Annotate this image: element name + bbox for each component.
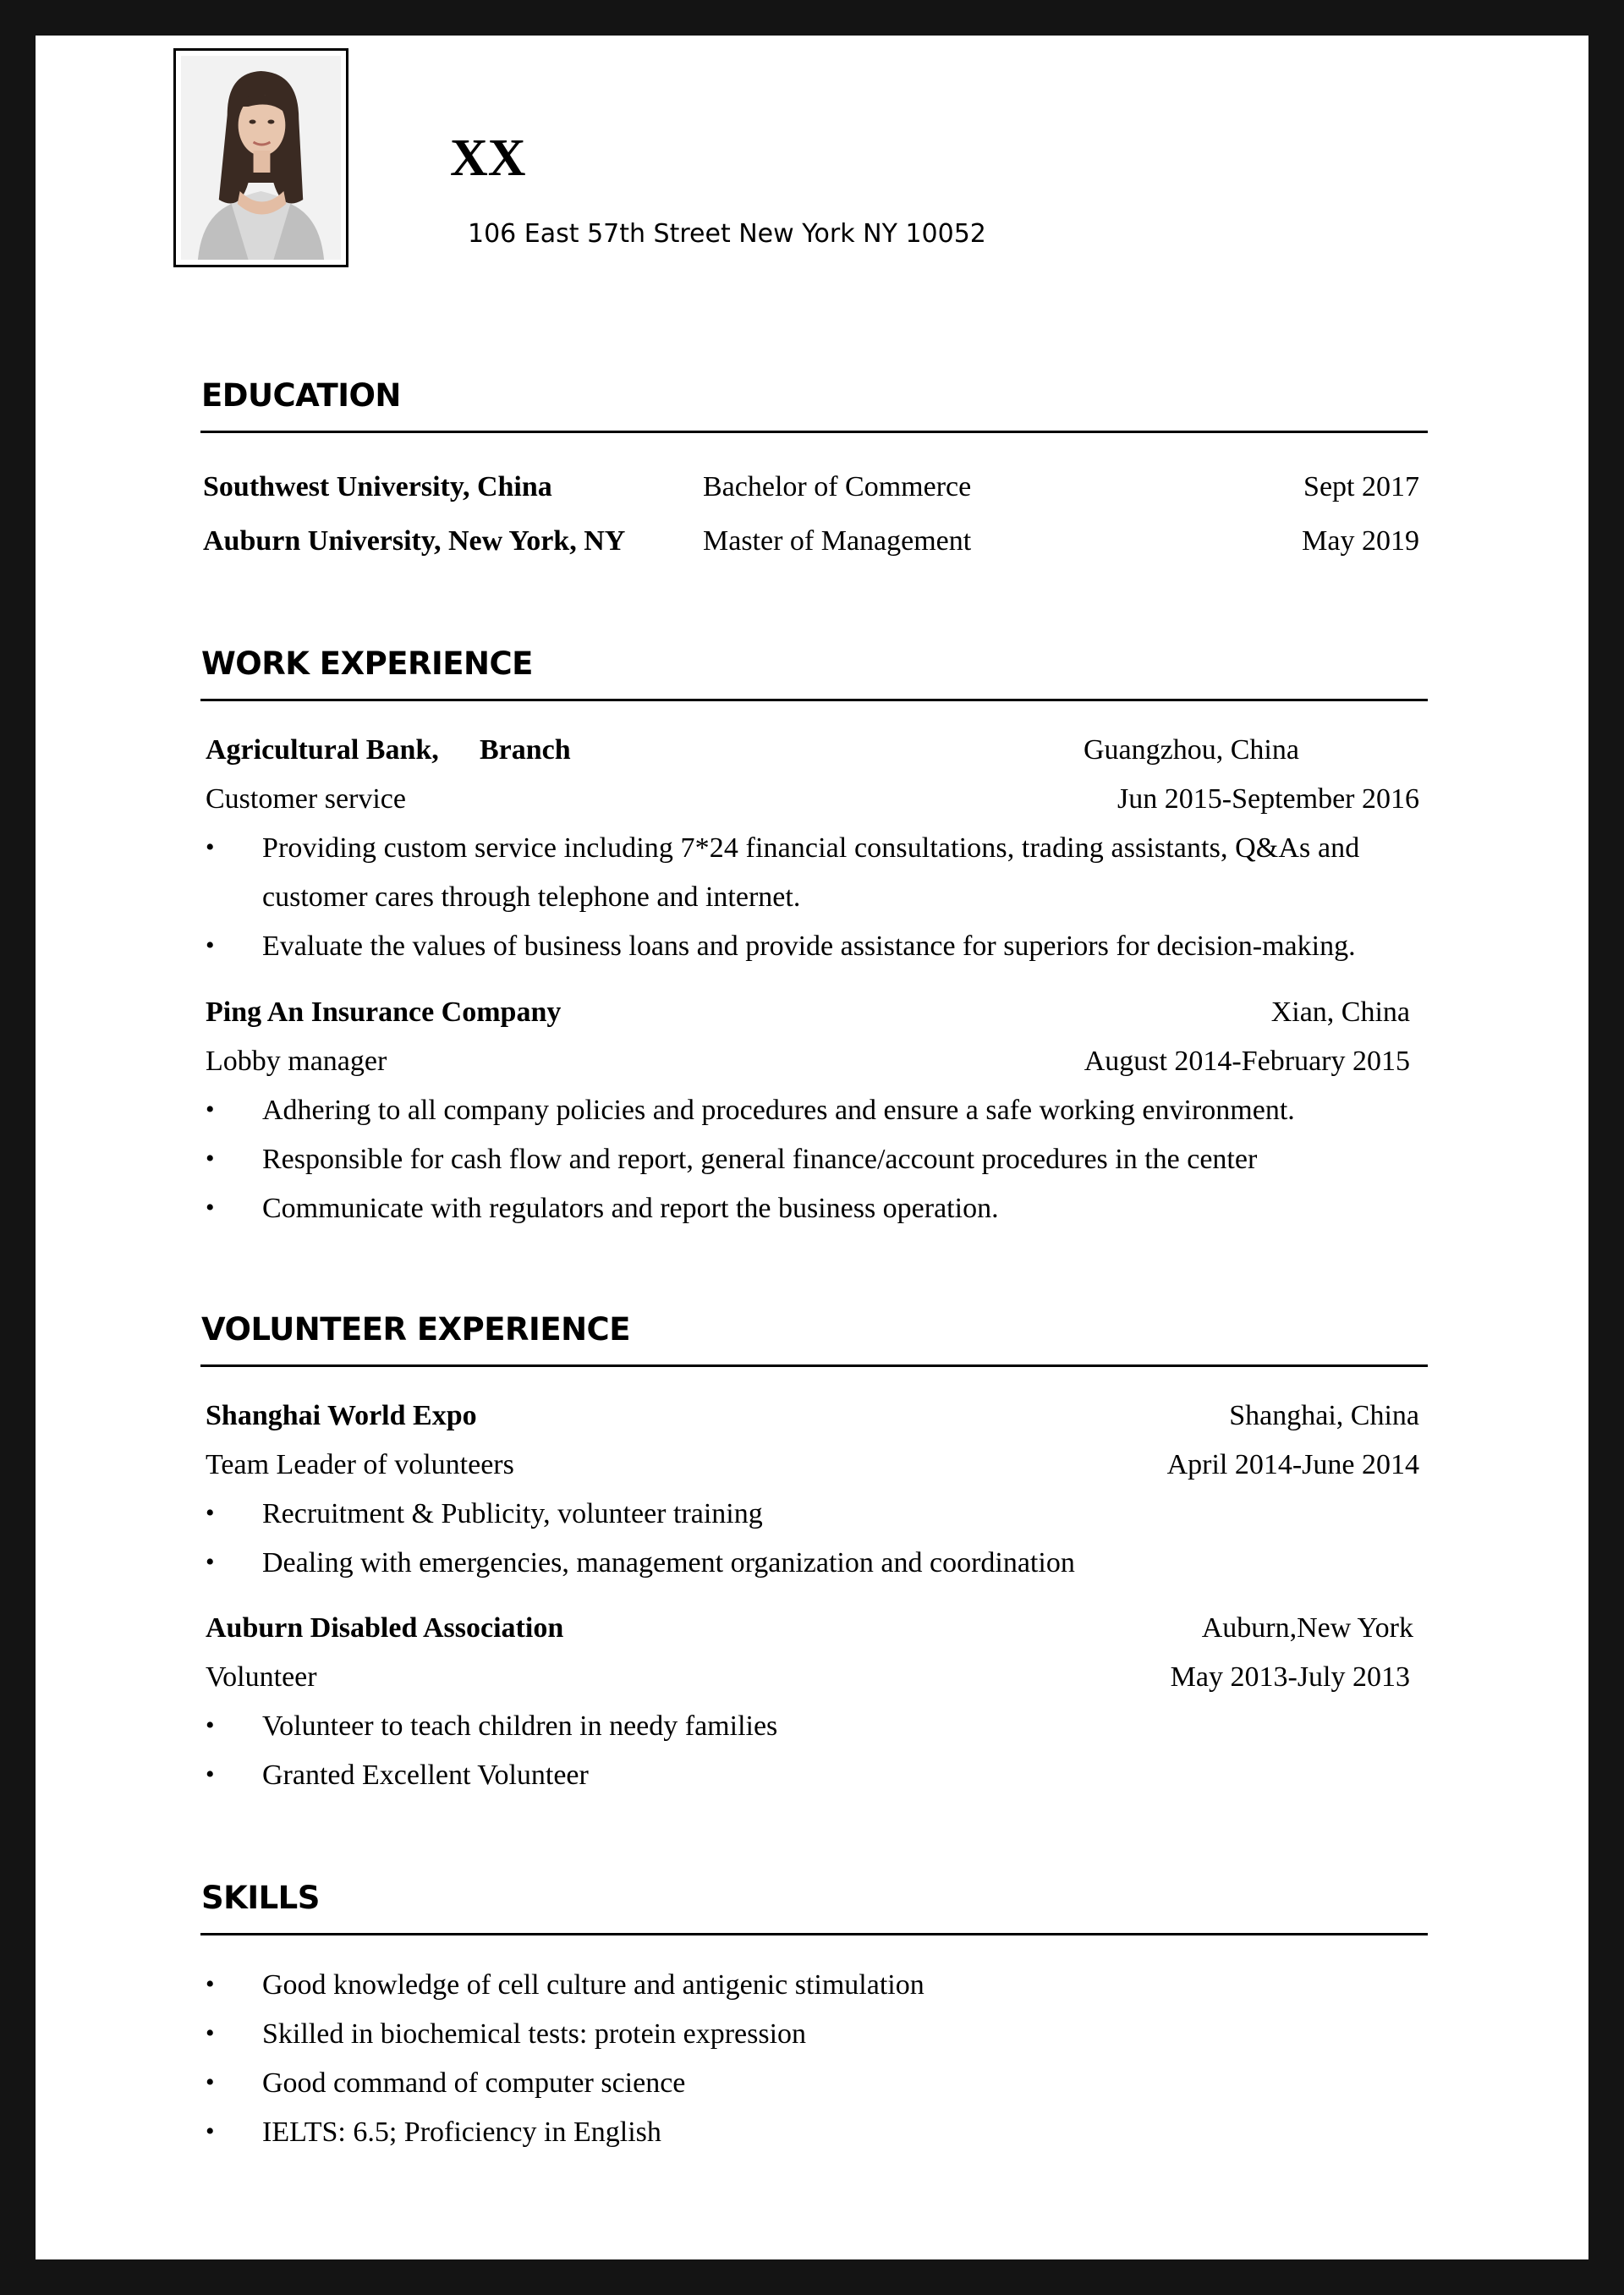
volunteer-org: Auburn Disabled Association (206, 1612, 564, 1644)
volunteer-bullet: Granted Excellent Volunteer (262, 1760, 589, 1791)
volunteer-location: Shanghai, China (1229, 1400, 1419, 1431)
work-bullet: Providing custom service including 7*24 financial consultations, trading assistants, Q&As and (262, 832, 1360, 864)
section-divider (200, 1933, 1428, 1935)
section-divider (200, 431, 1428, 433)
section-heading-education: EDUCATION (201, 377, 401, 414)
volunteer-bullet: Dealing with emergencies, management organization and coordination (262, 1547, 1075, 1578)
work-bullet-continued: customer cares through telephone and internet. (262, 881, 801, 913)
bullet-icon: • (206, 2019, 215, 2047)
work-bullet: Adhering to all company policies and procedures and ensure a safe working environment. (262, 1095, 1295, 1126)
address: 106 East 57th Street New York NY 10052 (468, 219, 986, 249)
bullet-icon: • (206, 1095, 215, 1123)
section-heading-work: WORK EXPERIENCE (201, 645, 533, 682)
work-bullet: Evaluate the values of business loans and provide assistance for superiors for decision-making. (262, 931, 1356, 962)
volunteer-dates: April 2014-June 2014 (1166, 1449, 1419, 1480)
bullet-icon: • (206, 1760, 215, 1788)
work-role: Customer service (206, 783, 406, 815)
volunteer-org: Shanghai World Expo (206, 1400, 477, 1431)
skill-item: Skilled in biochemical tests: protein expression (262, 2018, 807, 2050)
volunteer-role: Volunteer (206, 1661, 317, 1693)
bullet-icon: • (206, 931, 215, 959)
bullet-icon: • (206, 2117, 215, 2145)
profile-photo (173, 48, 348, 267)
work-bullet: Responsible for cash flow and report, general finance/account procedures in the center (262, 1144, 1258, 1175)
education-date: May 2019 (1302, 525, 1419, 557)
work-dates: August 2014-February 2015 (1084, 1046, 1410, 1077)
bullet-icon: • (206, 1145, 215, 1172)
work-dates: Jun 2015-September 2016 (1117, 783, 1419, 815)
work-location: Guangzhou, China (1084, 734, 1299, 766)
section-heading-skills: SKILLS (201, 1880, 320, 1916)
work-org-branch: Branch (480, 734, 571, 766)
bullet-icon: • (206, 1499, 215, 1527)
education-degree: Master of Management (703, 525, 972, 557)
work-org: Agricultural Bank, (206, 734, 439, 766)
section-divider (200, 699, 1428, 701)
work-org: Ping An Insurance Company (206, 997, 562, 1028)
volunteer-role: Team Leader of volunteers (206, 1449, 514, 1480)
bullet-icon: • (206, 2068, 215, 2096)
bullet-icon: • (206, 1194, 215, 1222)
bullet-icon: • (206, 1548, 215, 1576)
skill-item: Good command of computer science (262, 2067, 686, 2099)
bullet-icon: • (206, 1970, 215, 1998)
section-divider (200, 1364, 1428, 1367)
education-school: Auburn University, New York, NY (203, 525, 626, 557)
education-date: Sept 2017 (1303, 471, 1419, 502)
work-bullet: Communicate with regulators and report the business operation. (262, 1193, 999, 1224)
work-location: Xian, China (1270, 997, 1410, 1028)
bullet-icon: • (206, 833, 215, 861)
bullet-icon: • (206, 1711, 215, 1739)
education-school: Southwest University, China (203, 471, 552, 502)
skill-item: Good knowledge of cell culture and antigenic stimulation (262, 1969, 924, 2001)
volunteer-bullet: Recruitment & Publicity, volunteer training (262, 1498, 763, 1529)
education-degree: Bachelor of Commerce (703, 471, 972, 502)
volunteer-dates: May 2013-July 2013 (1170, 1661, 1410, 1693)
section-heading-volunteer: VOLUNTEER EXPERIENCE (201, 1311, 630, 1348)
skill-item: IELTS: 6.5; Proficiency in English (262, 2117, 661, 2148)
volunteer-bullet: Volunteer to teach children in needy families (262, 1710, 778, 1742)
work-role: Lobby manager (206, 1046, 387, 1077)
portrait-image (181, 56, 341, 260)
volunteer-location: Auburn,New York (1201, 1612, 1413, 1644)
candidate-name: XX (450, 129, 526, 187)
